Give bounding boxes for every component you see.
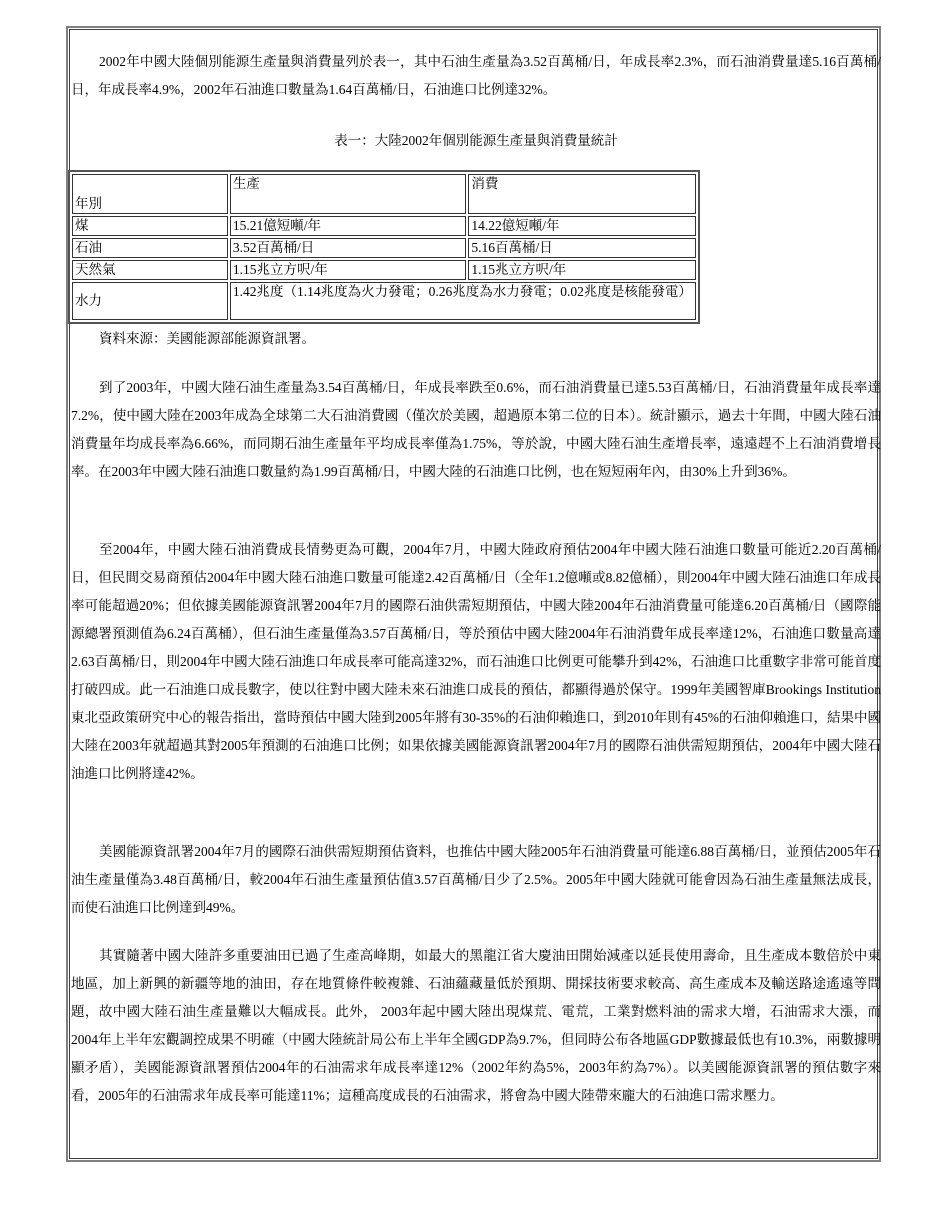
- table-source-note: 資料來源：美國能源部能源資訊署。: [99, 331, 315, 346]
- header-cell-production: 生產: [230, 174, 466, 214]
- oil-production: 3.52百萬桶/日: [230, 238, 466, 258]
- natural-gas-consumption: 1.15兆立方呎/年: [468, 260, 696, 280]
- paragraph-2004: 至2004年，中國大陸石油消費成長情勢更為可觀，2004年7月，中國大陸政府預估2004年中國大陸石油進口數量可能近2.20百萬桶/日，但民間交易商預估2004年中國大陸石油進口數量可能達2.42百萬桶/日（全年1.2億噸或8.82億桶），則2004年中國大陸石油進口年成長率可能超過20%；但依據美國能源資訊署2004年7月的國際石油供需短期預估，中國大陸2004年石油消費量可能達6.20百萬桶/日（國際能源總署預測值為6.24百萬桶），但石油生產量僅為3.57百萬桶/日，等於預估中國大陸2004年石油消費年成長率達12%，石油進口數量高達2.63百萬桶/日，則2004年中國大陸石油進口年成長率可能高達32%，而石油進口比例更可能攀升到42%，石油進口比重數字非常可能首度打破四成。此一石油進口成長數字，使以往對中國大陸未來石油進口成長的預估，都顯得過於保守。1999年美國智庫Brookings Institution東北亞政策研究中心的報告指出，當時預估中國大陸到2005年將有30-35%的石油仰賴進口，到2010年則有45%的石油仰賴進口，結果中國大陸在2003年就超過其對2005年預測的石油進口比例；如果依據美國能源資訊署2004年7月的國際石油供需短期預估，2004年中國大陸石油進口比例將達42%。: [71, 542, 881, 781]
- paragraph-intro: 2002年中國大陸個別能源生產量與消費量列於表一，其中石油生產量為3.52百萬桶/日，年成長率2.3%，而石油消費量達5.16百萬桶/日，年成長率4.9%，2002年石油進口數量為1.64百萬桶/日，石油進口比例達32%。: [71, 54, 881, 97]
- paragraph-2003: 到了2003年，中國大陸石油生產量為3.54百萬桶/日，年成長率跌至0.6%，而石油消費量已達5.53百萬桶/日，石油消費量年成長率達7.2%，使中國大陸在2003年成為全球第二大石油消費國（僅次於美國，超過原本第二位的日本）。統計顯示，過去十年間，中國大陸石油消費量年均成長率為6.66%，而同期石油生產量年平均成長率僅為1.75%，等於說，中國大陸石油生產增長率，遠遠趕不上石油消費增長率。在2003年中國大陸石油進口數量約為1.99百萬桶/日，中國大陸的石油進口比例，也在短短兩年內，由30%上升到36%。: [71, 380, 881, 479]
- row-label-oil: 石油: [72, 238, 228, 258]
- table-row-hydro: [72, 282, 696, 320]
- header-cell-year: 年別: [72, 174, 228, 214]
- paragraph-production-limits: 其實隨著中國大陸許多重要油田已過了生產高峰期，如最大的黑龍江省大慶油田開始減產以延長使用壽命，且生產成本數倍於中東地區，加上新興的新疆等地的油田，存在地質條件較複雜、石油蘊藏量低於預期、開採技術要求較高、高生產成本及輸送路途遙遠等問題，故中國大陸石油生產量難以大幅成長。此外， 2003年起中國大陸出現煤荒、電荒，工業對燃料油的需求大增，石油需求大漲，而2004年上半年宏觀調控成果不明確（中國大陸統計局公布上半年全國GDP為9.7%，但同時公布各地區GDP數據最低也有10.3%，兩數據明顯矛盾），美國能源資訊署預估2004年的石油需求年成長率達12%（2002年約為5%，2003年約為7%）。以美國能源資訊署的預估數字來看，2005年的石油需求年成長率可能達11%；這種高度成長的石油需求，將會為中國大陸帶來龐大的石油進口需求壓力。: [71, 948, 881, 1103]
- table-header-row: [72, 174, 696, 214]
- paragraph-2005-forecast: 美國能源資訊署2004年7月的國際石油供需短期預估資料，也推估中國大陸2005年石油消費量可能達6.88百萬桶/日，並預估2005年石油生產量僅為3.48百萬桶/日，較2004年石油生產量預估值3.57百萬桶/日少了2.5%。2005年中國大陸就可能會因為石油生產量無法成長，而使石油進口比例達到49%。: [71, 844, 881, 915]
- row-label-hydro: 水力: [72, 282, 228, 320]
- coal-production: 15.21億短噸/年: [230, 216, 466, 236]
- natural-gas-production: 1.15兆立方呎/年: [230, 260, 466, 280]
- table-row-oil: [72, 238, 696, 258]
- energy-statistics-table: [68, 170, 700, 324]
- row-label-natural-gas: 天然氣: [72, 260, 228, 280]
- table-row-natural-gas: [72, 260, 696, 280]
- row-label-coal: 煤: [72, 216, 228, 236]
- coal-consumption: 14.22億短噸/年: [468, 216, 696, 236]
- hydro-value: 1.42兆度（1.14兆度為火力發電；0.26兆度為水力發電；0.02兆度是核能發電）: [230, 282, 696, 320]
- oil-consumption: 5.16百萬桶/日: [468, 238, 696, 258]
- table-row-coal: [72, 216, 696, 236]
- header-cell-consumption: 消費: [468, 174, 696, 214]
- table-caption: 表一：大陸2002年個別能源生產量與消費量統計: [334, 133, 618, 148]
